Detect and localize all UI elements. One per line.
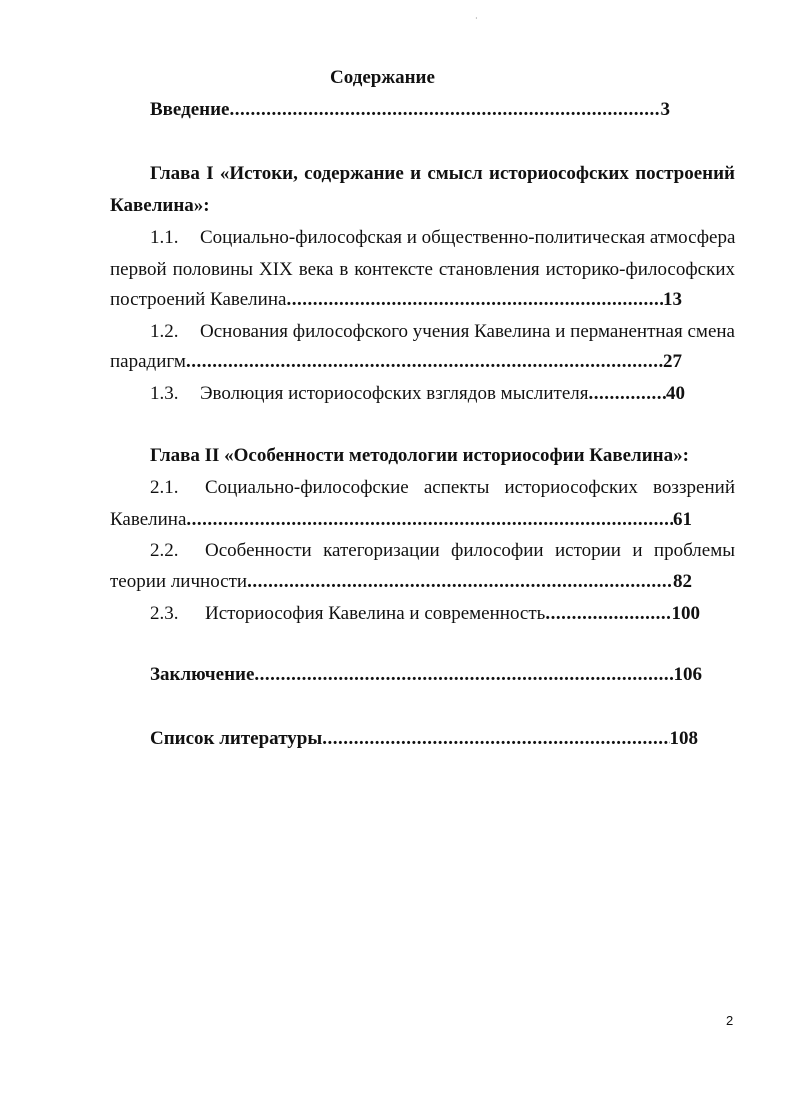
toc-entry-page: 108 (669, 728, 698, 749)
leader-dots (186, 350, 663, 374)
toc-entry-2-1[interactable] (110, 508, 692, 532)
section-1-2-line1: Основания философского учения Кавелина и перманентная смена (200, 321, 735, 342)
leader-dots (186, 508, 673, 532)
toc-entry-label: парадигм (110, 351, 186, 372)
section-number-2-1: 2.1. (150, 477, 179, 498)
toc-entry-page: 100 (671, 603, 700, 624)
leader-dots (286, 288, 663, 312)
section-number-1-3: 1.3. (150, 383, 179, 404)
section-2-2-line1: Особенности категоризации философии истории и проблемы (205, 540, 735, 561)
toc-entry-label: построений Кавелина (110, 289, 287, 310)
leader-dots (247, 570, 673, 594)
section-1-1-line2: первой половины XIX века в контексте становления историко-философских (110, 259, 735, 280)
chapter-1-heading: Глава I «Истоки, содержание и смысл историософских построений (150, 163, 735, 184)
chapter-2-heading: Глава II «Особенности методологии историософии Кавелина»: (150, 445, 689, 466)
toc-entry-2-3[interactable] (205, 602, 700, 626)
leader-dots (589, 382, 667, 406)
toc-entry-label: теории личности (110, 571, 248, 592)
toc-entry-1-1[interactable] (110, 288, 682, 312)
toc-entry-page: 27 (663, 351, 682, 372)
leader-dots (230, 98, 661, 122)
toc-entry-label: Список литературы (150, 728, 323, 749)
leader-dots (545, 602, 671, 626)
section-number-1-1: 1.1. (150, 227, 179, 248)
toc-entry-page: 3 (660, 99, 670, 120)
toc-entry-1-2[interactable] (110, 350, 682, 374)
leader-dots (322, 727, 669, 751)
toc-entry-page: 106 (673, 664, 702, 685)
toc-entry-label: Историософия Кавелина и современность (205, 603, 546, 624)
toc-entry-page: 61 (673, 509, 692, 530)
section-number-2-3: 2.3. (150, 603, 179, 624)
toc-entry-label: Введение (150, 99, 230, 120)
toc-entry-1-3[interactable] (200, 382, 685, 406)
scan-mark: · (475, 14, 478, 23)
toc-entry-page: 82 (673, 571, 692, 592)
section-number-2-2: 2.2. (150, 540, 179, 561)
section-2-1-line1: Социально-философские аспекты историософских воззрений (205, 477, 735, 498)
page-number: 2 (726, 1013, 734, 1028)
toc-entry-intro[interactable] (150, 98, 670, 122)
toc-entry-label: Заключение (150, 664, 255, 685)
toc-entry-page: 40 (666, 383, 685, 404)
toc-entry-page: 13 (663, 289, 682, 310)
toc-title: Содержание (330, 67, 435, 88)
chapter-1-heading-cont: Кавелина»: (110, 195, 210, 216)
section-1-1-line1: Социально-философская и общественно-политическая атмосфера (200, 227, 736, 248)
section-number-1-2: 1.2. (150, 321, 179, 342)
toc-entry-label: Эволюция историософских взглядов мыслителя (200, 383, 589, 404)
toc-entry-2-2[interactable] (110, 570, 692, 594)
toc-entry-conclusion[interactable] (150, 663, 702, 687)
toc-entry-label: Кавелина (110, 509, 187, 530)
toc-entry-references[interactable] (150, 727, 698, 751)
leader-dots (254, 663, 673, 687)
